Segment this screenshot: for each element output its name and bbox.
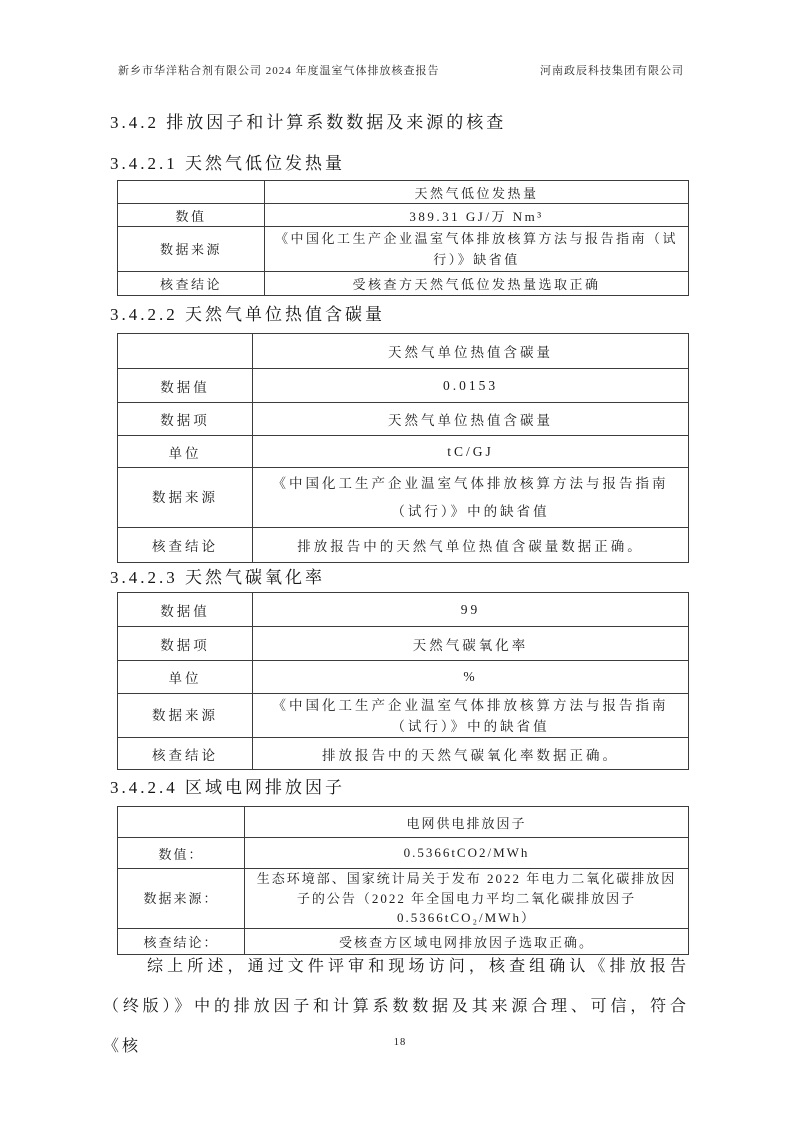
table-corner-cell [118,334,253,369]
table-corner-cell [118,807,245,838]
section-heading-3423: 3.4.2.3 天然气碳氧化率 [110,568,325,587]
section-heading-342: 3.4.2 排放因子和计算系数数据及来源的核查 [110,113,507,132]
table-title-cell: 天然气低位发热量 [265,181,689,204]
row-value: 排放报告中的天然气碳氧化率数据正确。 [253,738,689,770]
row-label: 数据来源 [118,227,265,272]
table-row [118,627,689,661]
table-row [118,468,689,528]
section-heading-3422: 3.4.2.2 天然气单位热值含碳量 [110,305,385,324]
table-row [118,369,689,403]
table-row [118,334,689,369]
table-row [118,661,689,694]
table-title-cell: 天然气单位热值含碳量 [253,334,689,369]
section-heading-3424: 3.4.2.4 区域电网排放因子 [110,778,345,797]
table-row [118,869,689,929]
table-row [118,694,689,738]
table-row [118,738,689,770]
row-value: 《中国化工生产企业温室气体排放核算方法与报告指南（试行）》缺省值 [265,227,689,272]
table-row [118,272,689,296]
table-title-cell: 电网供电排放因子 [245,807,689,838]
row-label: 核查结论： [118,929,245,955]
closing-paragraph: 综上所述，通过文件评审和现场访问，核查组确认《排放报告（终版）》中的排放因子和计算系数数据及其来源合理、可信，符合《核 [103,958,689,1055]
row-label: 核查结论 [118,738,253,770]
table-row [118,593,689,627]
header-left-text: 新乡市华洋粘合剂有限公司 2024 年度温室气体排放核查报告 [118,65,440,77]
row-value: 天然气单位热值含碳量 [253,403,689,436]
row-value: 《中国化工生产企业温室气体排放核算方法与报告指南（试行）》中的缺省值 [253,694,689,738]
row-value: 生态环境部、国家统计局关于发布 2022 年电力二氧化碳排放因子的公告（2022 年全国电力平均二氧化碳排放因子 0.5366tCO₂/MWh） [245,869,689,929]
table-row [118,204,689,227]
header-right-text: 河南政辰科技集团有限公司 [540,65,684,77]
row-label: 核查结论 [118,272,265,296]
table-row [118,436,689,468]
section-heading-3421: 3.4.2.1 天然气低位发热量 [110,154,345,173]
row-label: 数据来源 [118,468,253,528]
row-label: 单位 [118,661,253,694]
row-label: 数据来源： [118,869,245,929]
table-gas-heating-value [117,180,689,296]
row-value: % [253,661,689,694]
row-label: 数值： [118,838,245,869]
table-corner-cell [118,181,265,204]
row-value: 389.31 GJ/万 Nm³ [265,204,689,227]
row-value: 0.5366tCO2/MWh [245,838,689,869]
row-label: 数据值 [118,593,253,627]
table-grid-emission-factor [117,806,689,955]
table-row [118,181,689,204]
table-row [118,403,689,436]
row-value: 《中国化工生产企业温室气体排放核算方法与报告指南（试行）》中的缺省值 [253,468,689,528]
table-row [118,227,689,272]
running-header [118,62,684,78]
row-value: 99 [253,593,689,627]
row-label: 数据来源 [118,694,253,738]
row-label: 数据值 [118,369,253,403]
table-gas-oxidation-rate [117,592,689,770]
row-label: 数据项 [118,627,253,661]
row-value: tC/GJ [253,436,689,468]
row-value: 0.0153 [253,369,689,403]
row-label: 单位 [118,436,253,468]
row-value: 受核查方天然气低位发热量选取正确 [265,272,689,296]
row-label: 数据项 [118,403,253,436]
row-label: 数值 [118,204,265,227]
table-gas-carbon-content [117,333,689,563]
table-row [118,528,689,563]
table-row [118,807,689,838]
row-value: 受核查方区域电网排放因子选取正确。 [245,929,689,955]
row-value: 排放报告中的天然气单位热值含碳量数据正确。 [253,528,689,563]
row-label: 核查结论 [118,528,253,563]
page-number: 18 [393,1037,407,1048]
row-value: 天然气碳氧化率 [253,627,689,661]
table-row [118,838,689,869]
